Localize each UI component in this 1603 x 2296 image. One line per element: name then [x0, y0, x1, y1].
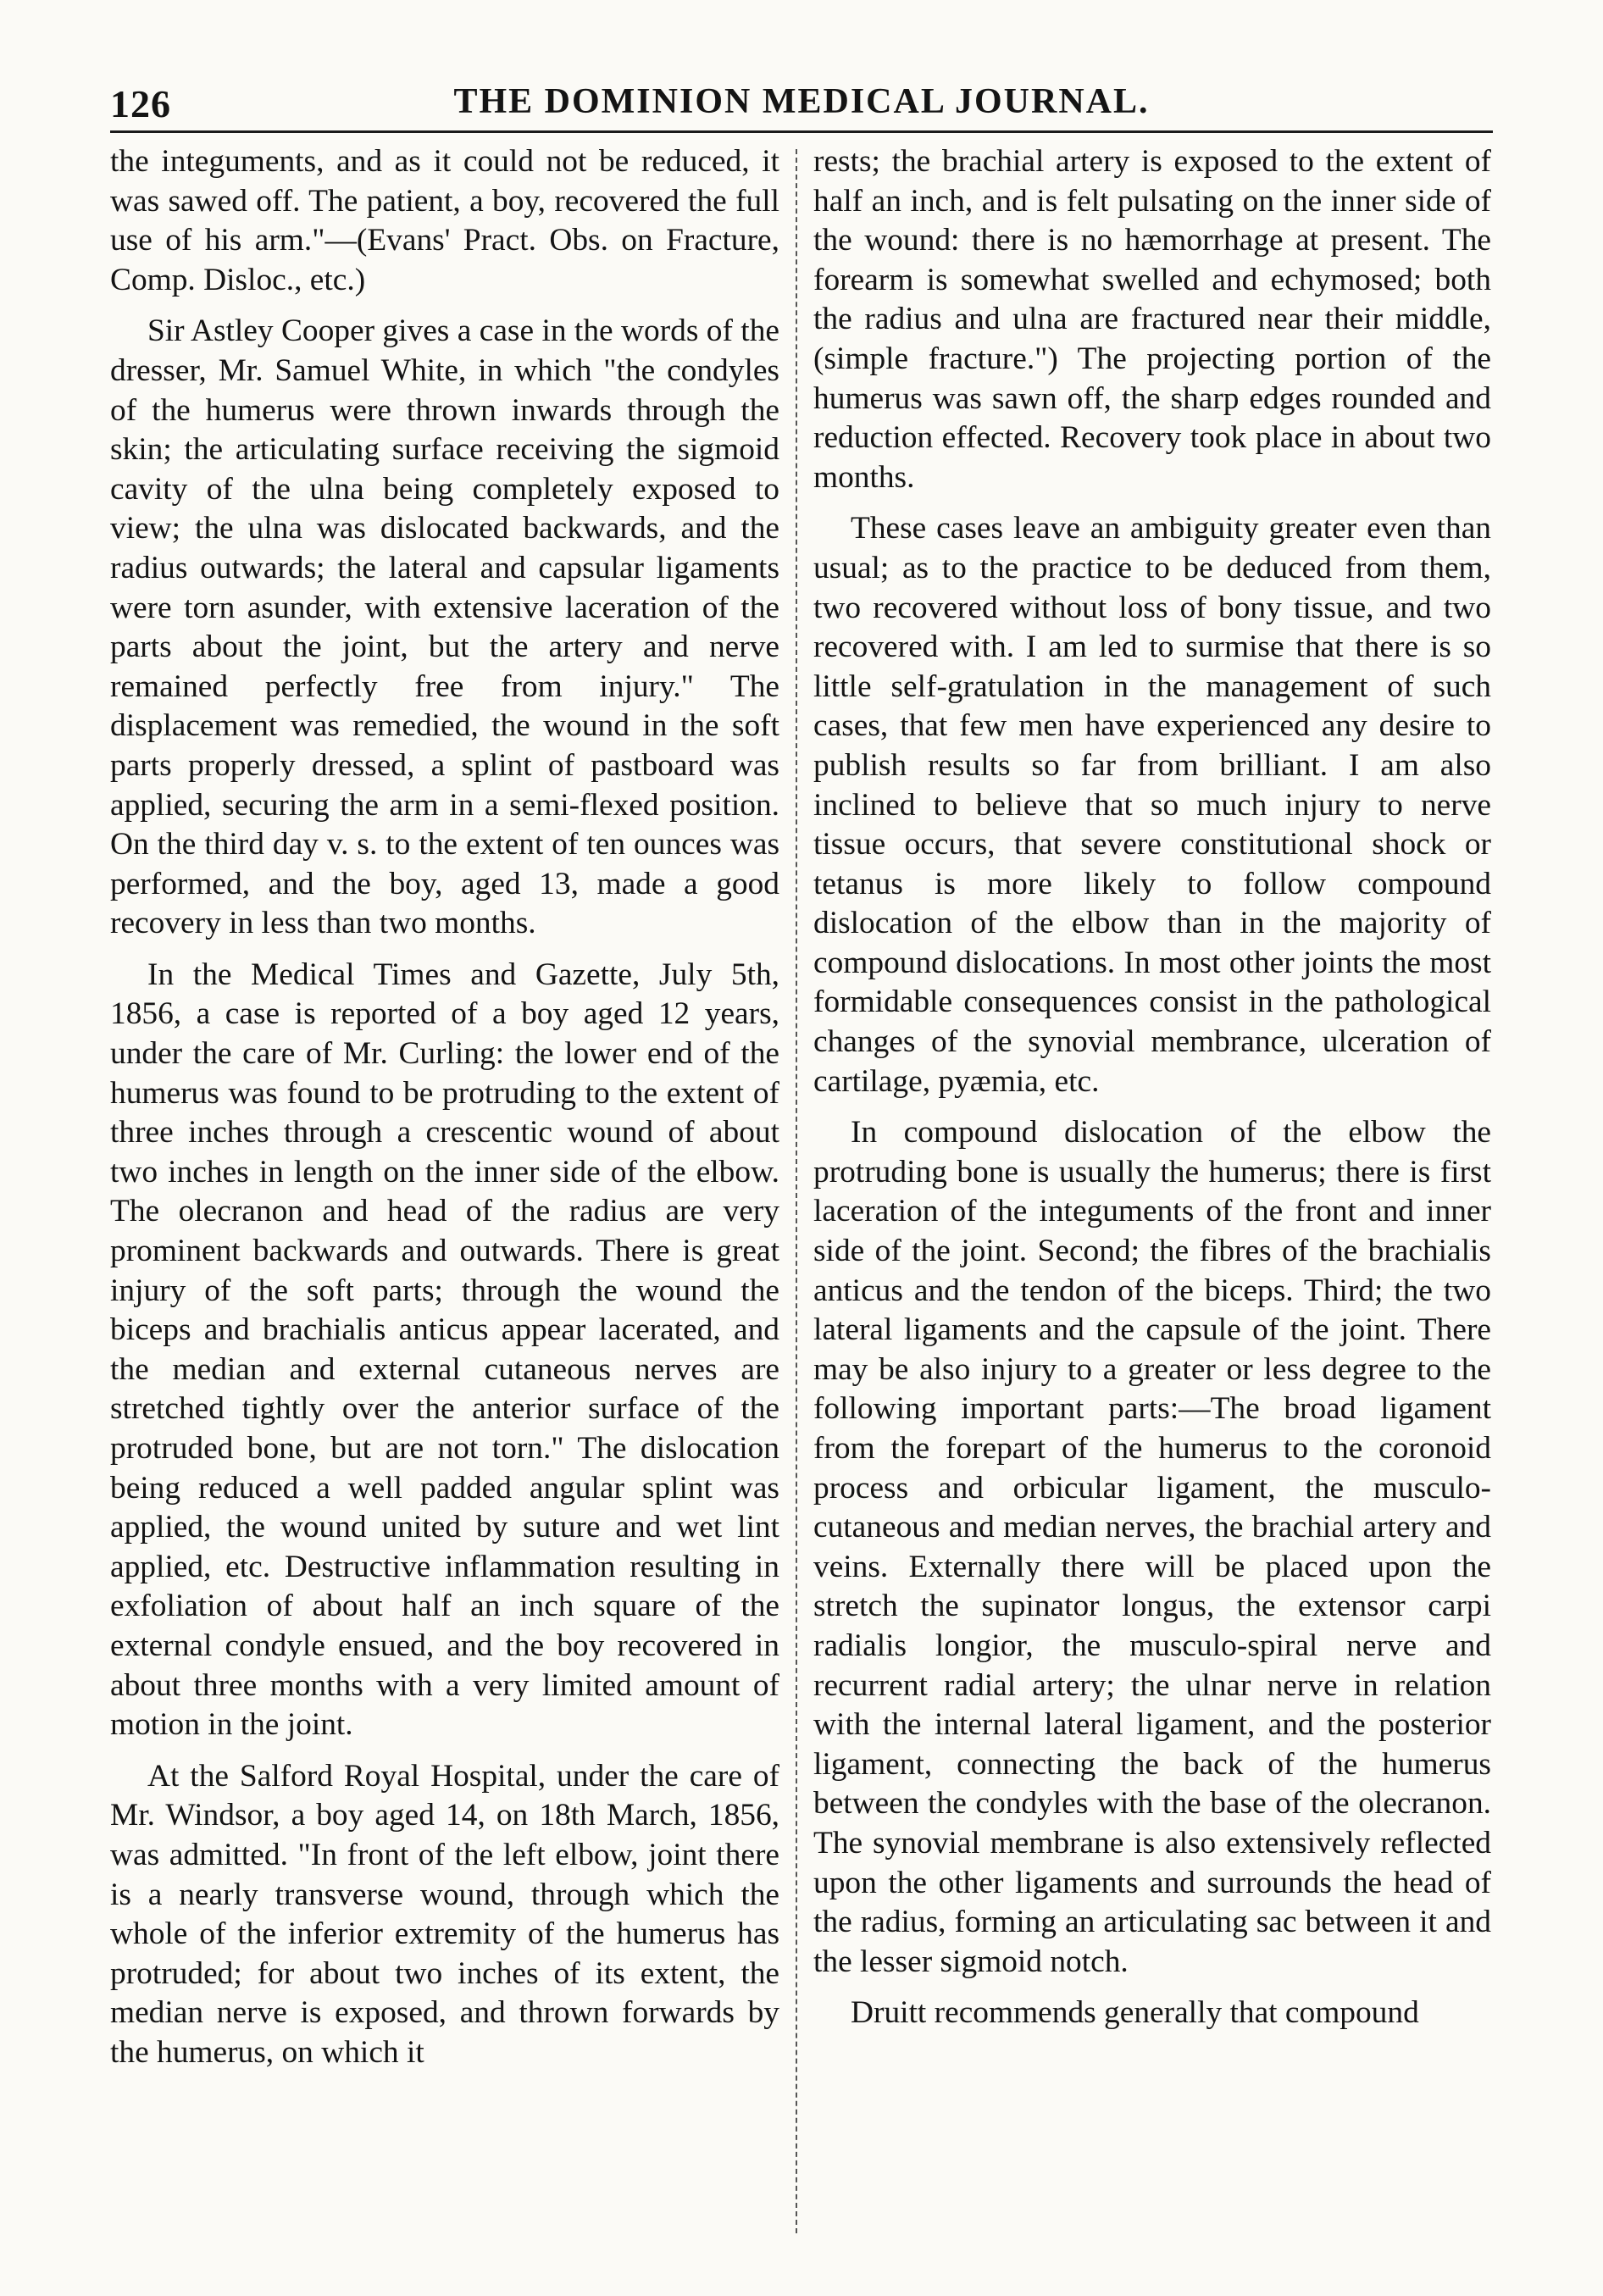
right-paragraph-3: In compound dislocation of the elbow the protruding bone is usually the humerus; there is first laceration of the integuments of the front and inner side of the joint. Second; the fibres of the brachialis anticus and the tendon of the biceps. Third; the two lateral ligaments and the capsule of the joint. There may be also injury to a greater or less degree to the following important parts:—The broad ligament from the forepart of the humerus to the coronoid process and orbicular ligament, the musculo-cutaneous and median nerves, the brachial artery and veins. Externally there will be placed upon the stretch the supinator longus, the extensor carpi radialis longior, the musculo-spiral nerve and recurrent radial artery; the ulnar nerve in relation with the internal lateral ligament, and the posterior ligament, connecting the back of the humerus between the condyles with the base of the olecranon. The synovial membrane is also extensively reflected upon the other ligaments and surrounds the head of the radius, forming an articulating sac between it and the lesser sigmoid notch.	[813, 1115, 1491, 1979]
left-paragraph-1: the integuments, and as it could not be reduced, it was sawed off. The patient, a boy, recovered the full use of his arm."—(Evans' Pract. Obs. on Fracture, Comp. Disloc., etc.)	[110, 144, 779, 297]
page-number: 126	[110, 82, 171, 125]
left-paragraph-4: At the Salford Royal Hospital, under the care of Mr. Windsor, a boy aged 14, on 18th March, 1856, was admitted. "In front of the left elbow, joint there is a nearly transverse wound, through which the whole of the inferior extremity of the humerus has protruded; for about two inches of its extent, the median nerve is exposed, and thrown forwards by the humerus, on which it	[110, 1758, 779, 2070]
left-column	[110, 142, 779, 2252]
right-paragraph-4: Druitt recommends generally that compound	[851, 1995, 1419, 2031]
column-divider	[796, 149, 797, 2233]
journal-title: THE DOMINION MEDICAL JOURNAL.	[453, 82, 1150, 121]
page-header	[110, 78, 1493, 133]
left-paragraph-3: In the Medical Times and Gazette, July 5th, 1856, a case is reported of a boy aged 12 years, under the care of Mr. Curling: the lower end of the humerus was found to be protruding to the extent of three inches through a crescentic wound of about two inches in length on the inner side of the elbow. The olecranon and head of the radius are very prominent backwards and outwards. There is great injury of the soft parts; through the wound the biceps and brachialis anticus appear lacerated, and the median and external cutaneous nerves are stretched tightly over the anterior surface of the protruded bone, but are not torn." The dislocation being reduced a well padded angular splint was applied, the wound united by suture and wet lint applied, etc. Destructive inflammation resulting in exfoliation of about half an inch square of the external condyle ensued, and the boy recovered in about three months with a very limited amount of motion in the joint.	[110, 957, 779, 1743]
left-paragraph-2: Sir Astley Cooper gives a case in the words of the dresser, Mr. Samuel White, in which "the condyles of the humerus were thrown inwards through the skin; the articulating surface receiving the sigmoid cavity of the ulna being completely exposed to view; the ulna was dislocated backwards, and the radius outwards; the lateral and capsular ligaments were torn asunder, with extensive laceration of the parts about the joint, but the artery and nerve remained perfectly free from injury." The displacement was remedied, the wound in the soft parts properly dressed, a splint of pastboard was applied, securing the arm in a semi-flexed position. On the third day v. s. to the extent of ten ounces was performed, and the boy, aged 13, made a good recovery in less than two months.	[110, 313, 779, 941]
right-paragraph-1: rests; the brachial artery is exposed to the extent of half an inch, and is felt pulsating on the inner side of the wound: there is no hæmorrhage at present. The forearm is somewhat swelled and echymosed; both the radius and ulna are fractured near their middle, (simple fracture.") The projecting portion of the humerus was sawn off, the sharp edges rounded and reduction effected. Recovery took place in about two months.	[813, 144, 1491, 495]
right-column	[813, 142, 1491, 2252]
right-paragraph-2: These cases leave an ambiguity greater even than usual; as to the practice to be deduced from them, two recovered without loss of bony tissue, and two recovered with. I am led to surmise that there is so little self-gratulation in the management of such cases, that few men have experienced any desire to publish results so far from brilliant. I am also inclined to believe that so much injury to nerve tissue occurs, that severe constitutional shock or tetanus is more likely to follow compound dislocation of the elbow than in the majority of compound dislocations. In most other joints the most formidable consequences consist in the pathological changes of the synovial membrance, ulceration of cartilage, pyæmia, etc.	[813, 511, 1491, 1099]
